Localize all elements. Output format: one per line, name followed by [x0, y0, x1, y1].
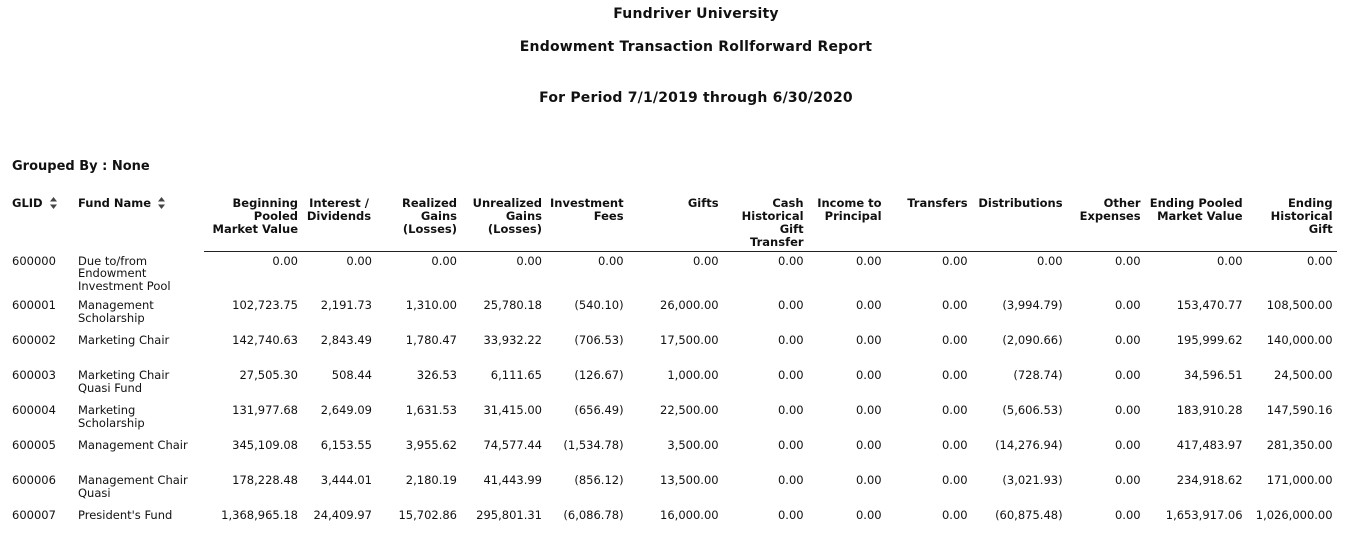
cell-glid: 600003 — [8, 366, 74, 401]
rollforward-table — [8, 195, 1337, 541]
cell-gifts: 16,000.00 — [628, 506, 723, 541]
cell-income-to-principal: 0.00 — [808, 366, 886, 401]
cell-other-expenses: 0.00 — [1067, 401, 1145, 436]
cell-gifts: 0.00 — [628, 252, 723, 297]
cell-cash-historical-gift-transfer: 0.00 — [723, 252, 808, 297]
cell-unrealized-gains: 6,111.65 — [461, 366, 546, 401]
cell-fund-name: Marketing Chair — [74, 331, 204, 366]
cell-beginning-pooled-market-value: 178,228.48 — [204, 471, 302, 506]
cell-transfers: 0.00 — [886, 436, 972, 471]
table-row — [8, 366, 1337, 401]
cell-interest-dividends: 2,843.49 — [302, 331, 376, 366]
table-row — [8, 401, 1337, 436]
cell-ending-historical-gift: 1,026,000.00 — [1247, 506, 1337, 541]
cell-realized-gains: 326.53 — [376, 366, 461, 401]
cell-ending-historical-gift: 147,590.16 — [1247, 401, 1337, 436]
cell-beginning-pooled-market-value: 142,740.63 — [204, 331, 302, 366]
cell-investment-fees: (656.49) — [546, 401, 628, 436]
cell-glid: 600002 — [8, 331, 74, 366]
cell-interest-dividends: 6,153.55 — [302, 436, 376, 471]
cell-investment-fees: (1,534.78) — [546, 436, 628, 471]
cell-ending-historical-gift: 108,500.00 — [1247, 296, 1337, 331]
sort-icon[interactable] — [157, 196, 166, 210]
col-header-fund-name[interactable] — [74, 195, 204, 252]
cell-cash-historical-gift-transfer: 0.00 — [723, 436, 808, 471]
table-body — [8, 252, 1337, 541]
cell-gifts: 1,000.00 — [628, 366, 723, 401]
cell-beginning-pooled-market-value: 27,505.30 — [204, 366, 302, 401]
cell-ending-historical-gift: 140,000.00 — [1247, 331, 1337, 366]
university-name: Fundriver University — [0, 6, 1347, 22]
cell-cash-historical-gift-transfer: 0.00 — [723, 296, 808, 331]
col-header-ending-pooled-market-value: Ending Pooled Market Value — [1145, 195, 1247, 252]
cell-realized-gains: 1,780.47 — [376, 331, 461, 366]
cell-glid: 600006 — [8, 471, 74, 506]
cell-transfers: 0.00 — [886, 471, 972, 506]
table-header-row — [8, 195, 1337, 252]
cell-ending-pooled-market-value: 153,470.77 — [1145, 296, 1247, 331]
cell-cash-historical-gift-transfer: 0.00 — [723, 401, 808, 436]
cell-realized-gains: 1,631.53 — [376, 401, 461, 436]
cell-unrealized-gains: 33,932.22 — [461, 331, 546, 366]
cell-fund-name: Management Chair Quasi — [74, 471, 204, 506]
cell-unrealized-gains: 0.00 — [461, 252, 546, 297]
col-header-income-to-principal: Income to Principal — [808, 195, 886, 252]
col-header-label: GLID — [12, 197, 43, 210]
cell-realized-gains: 3,955.62 — [376, 436, 461, 471]
cell-ending-pooled-market-value: 195,999.62 — [1145, 331, 1247, 366]
grouped-by-label: Grouped By : None — [12, 159, 150, 174]
cell-transfers: 0.00 — [886, 296, 972, 331]
col-header-ending-historical-gift: Ending Historical Gift — [1247, 195, 1337, 252]
cell-other-expenses: 0.00 — [1067, 252, 1145, 297]
cell-cash-historical-gift-transfer: 0.00 — [723, 471, 808, 506]
col-header-investment-fees: Investment Fees — [546, 195, 628, 252]
cell-ending-pooled-market-value: 183,910.28 — [1145, 401, 1247, 436]
cell-other-expenses: 0.00 — [1067, 471, 1145, 506]
cell-fund-name: President's Fund — [74, 506, 204, 541]
sort-icon[interactable] — [49, 196, 58, 210]
cell-realized-gains: 15,702.86 — [376, 506, 461, 541]
cell-cash-historical-gift-transfer: 0.00 — [723, 331, 808, 366]
cell-ending-pooled-market-value: 1,653,917.06 — [1145, 506, 1247, 541]
cell-ending-historical-gift: 24,500.00 — [1247, 366, 1337, 401]
cell-unrealized-gains: 74,577.44 — [461, 436, 546, 471]
cell-beginning-pooled-market-value: 1,368,965.18 — [204, 506, 302, 541]
cell-gifts: 26,000.00 — [628, 296, 723, 331]
col-header-label: Fund Name — [78, 197, 151, 210]
cell-distributions: (3,994.79) — [972, 296, 1067, 331]
cell-investment-fees: (540.10) — [546, 296, 628, 331]
cell-fund-name: Due to/from Endowment Investment Pool — [74, 252, 204, 297]
col-header-cash-historical-gift-transfer: Cash Historical Gift Transfer — [723, 195, 808, 252]
cell-other-expenses: 0.00 — [1067, 366, 1145, 401]
cell-unrealized-gains: 295,801.31 — [461, 506, 546, 541]
cell-fund-name: Management Chair — [74, 436, 204, 471]
cell-beginning-pooled-market-value: 345,109.08 — [204, 436, 302, 471]
cell-glid: 600001 — [8, 296, 74, 331]
cell-ending-pooled-market-value: 0.00 — [1145, 252, 1247, 297]
cell-ending-historical-gift: 171,000.00 — [1247, 471, 1337, 506]
cell-distributions: 0.00 — [972, 252, 1067, 297]
cell-glid: 600005 — [8, 436, 74, 471]
cell-transfers: 0.00 — [886, 252, 972, 297]
report-title: Endowment Transaction Rollforward Report — [0, 39, 1347, 55]
cell-investment-fees: (856.12) — [546, 471, 628, 506]
cell-ending-historical-gift: 281,350.00 — [1247, 436, 1337, 471]
cell-gifts: 3,500.00 — [628, 436, 723, 471]
cell-income-to-principal: 0.00 — [808, 506, 886, 541]
table-row — [8, 252, 1337, 297]
cell-other-expenses: 0.00 — [1067, 331, 1145, 366]
table-row — [8, 471, 1337, 506]
cell-unrealized-gains: 31,415.00 — [461, 401, 546, 436]
col-header-glid[interactable] — [8, 195, 74, 252]
cell-cash-historical-gift-transfer: 0.00 — [723, 506, 808, 541]
cell-other-expenses: 0.00 — [1067, 296, 1145, 331]
cell-transfers: 0.00 — [886, 331, 972, 366]
col-header-distributions: Distributions — [972, 195, 1067, 252]
cell-investment-fees: (126.67) — [546, 366, 628, 401]
cell-interest-dividends: 0.00 — [302, 252, 376, 297]
cell-other-expenses: 0.00 — [1067, 436, 1145, 471]
col-header-realized-gains: Realized Gains (Losses) — [376, 195, 461, 252]
cell-distributions: (14,276.94) — [972, 436, 1067, 471]
cell-investment-fees: (706.53) — [546, 331, 628, 366]
cell-investment-fees: (6,086.78) — [546, 506, 628, 541]
cell-interest-dividends: 2,649.09 — [302, 401, 376, 436]
cell-income-to-principal: 0.00 — [808, 471, 886, 506]
report-period: For Period 7/1/2019 through 6/30/2020 — [0, 90, 1347, 106]
cell-realized-gains: 2,180.19 — [376, 471, 461, 506]
cell-income-to-principal: 0.00 — [808, 296, 886, 331]
col-header-unrealized-gains: Unrealized Gains (Losses) — [461, 195, 546, 252]
col-header-beginning-pooled-market-value: Beginning Pooled Market Value — [204, 195, 302, 252]
cell-realized-gains: 1,310.00 — [376, 296, 461, 331]
cell-transfers: 0.00 — [886, 401, 972, 436]
cell-investment-fees: 0.00 — [546, 252, 628, 297]
cell-income-to-principal: 0.00 — [808, 401, 886, 436]
cell-glid: 600007 — [8, 506, 74, 541]
cell-distributions: (5,606.53) — [972, 401, 1067, 436]
cell-income-to-principal: 0.00 — [808, 331, 886, 366]
cell-ending-pooled-market-value: 234,918.62 — [1145, 471, 1247, 506]
cell-distributions: (60,875.48) — [972, 506, 1067, 541]
cell-income-to-principal: 0.00 — [808, 436, 886, 471]
col-header-other-expenses: Other Expenses — [1067, 195, 1145, 252]
cell-gifts: 17,500.00 — [628, 331, 723, 366]
cell-gifts: 22,500.00 — [628, 401, 723, 436]
cell-ending-historical-gift: 0.00 — [1247, 252, 1337, 297]
cell-beginning-pooled-market-value: 102,723.75 — [204, 296, 302, 331]
col-header-gifts: Gifts — [628, 195, 723, 252]
cell-distributions: (728.74) — [972, 366, 1067, 401]
cell-income-to-principal: 0.00 — [808, 252, 886, 297]
cell-distributions: (3,021.93) — [972, 471, 1067, 506]
cell-interest-dividends: 3,444.01 — [302, 471, 376, 506]
table-row — [8, 296, 1337, 331]
cell-interest-dividends: 508.44 — [302, 366, 376, 401]
cell-fund-name: Marketing Scholarship — [74, 401, 204, 436]
cell-interest-dividends: 24,409.97 — [302, 506, 376, 541]
col-header-interest-dividends: Interest / Dividends — [302, 195, 376, 252]
cell-cash-historical-gift-transfer: 0.00 — [723, 366, 808, 401]
cell-other-expenses: 0.00 — [1067, 506, 1145, 541]
cell-glid: 600000 — [8, 252, 74, 297]
cell-fund-name: Marketing Chair Quasi Fund — [74, 366, 204, 401]
cell-ending-pooled-market-value: 417,483.97 — [1145, 436, 1247, 471]
cell-fund-name: Management Scholarship — [74, 296, 204, 331]
cell-glid: 600004 — [8, 401, 74, 436]
cell-realized-gains: 0.00 — [376, 252, 461, 297]
cell-interest-dividends: 2,191.73 — [302, 296, 376, 331]
cell-unrealized-gains: 25,780.18 — [461, 296, 546, 331]
cell-transfers: 0.00 — [886, 366, 972, 401]
cell-beginning-pooled-market-value: 131,977.68 — [204, 401, 302, 436]
cell-transfers: 0.00 — [886, 506, 972, 541]
cell-unrealized-gains: 41,443.99 — [461, 471, 546, 506]
cell-gifts: 13,500.00 — [628, 471, 723, 506]
table-row — [8, 331, 1337, 366]
table-row — [8, 436, 1337, 471]
cell-ending-pooled-market-value: 34,596.51 — [1145, 366, 1247, 401]
table-row — [8, 506, 1337, 541]
cell-distributions: (2,090.66) — [972, 331, 1067, 366]
col-header-transfers: Transfers — [886, 195, 972, 252]
cell-beginning-pooled-market-value: 0.00 — [204, 252, 302, 297]
